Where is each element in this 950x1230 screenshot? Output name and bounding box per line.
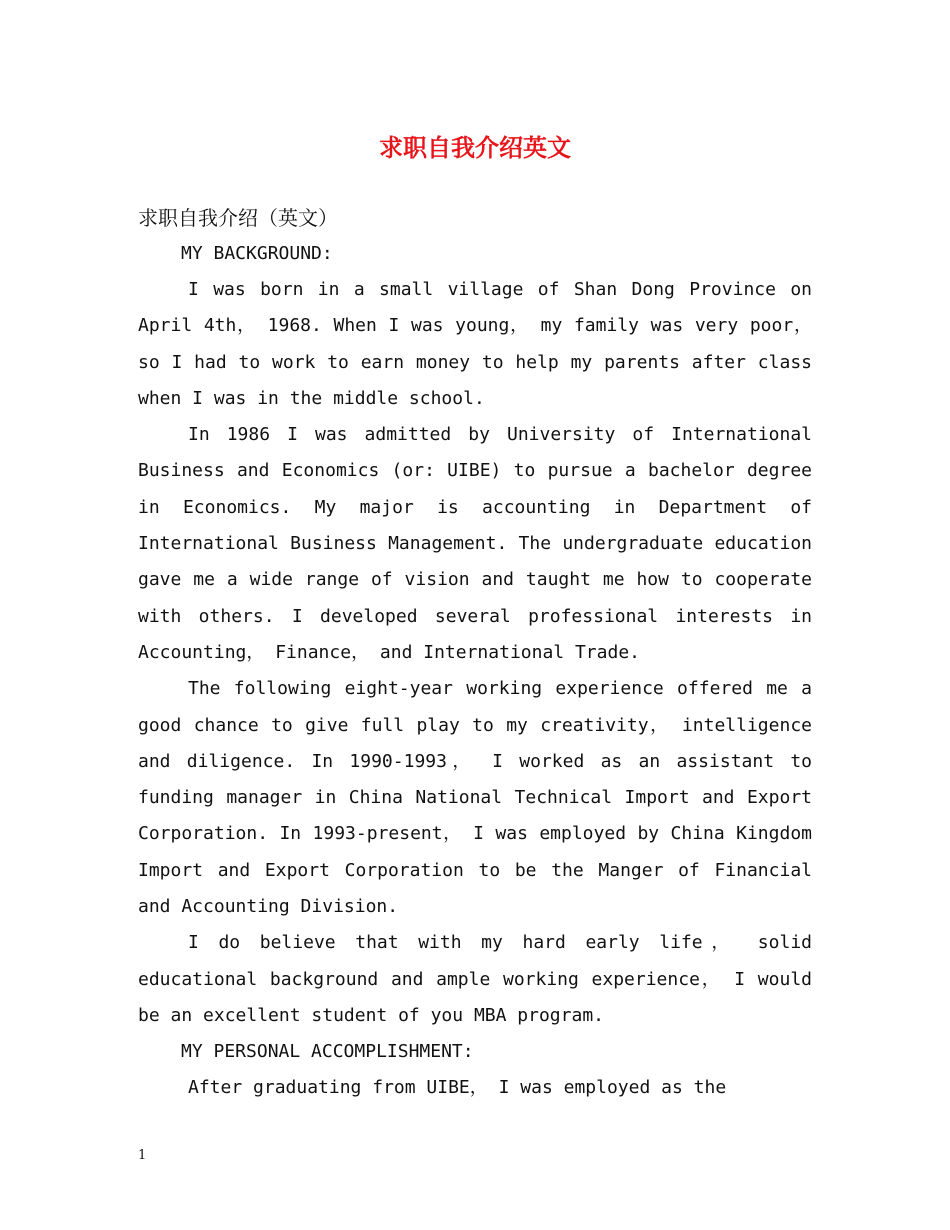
document-body bbox=[138, 200, 812, 1107]
accomplishment-heading: MY PERSONAL ACCOMPLISHMENT: bbox=[181, 1041, 474, 1063]
paragraph-accomplishment: After graduating from UIBE， I was employed as the bbox=[188, 1077, 727, 1099]
paragraph-work-experience: The following eight-year working experience offered me a good chance to give full play to my creativity， intelligence and diligence. In 1990-1993， I worked as an assistant to funding manager in China National Technical Import and Export Corporation. In 1993-present， I was employed by China Kingdom Import and Export Corporation to be the Manger of Financial and Accounting Division. bbox=[138, 678, 812, 918]
paragraph-belief: I do believe that with my hard early life， solid educational background and ample working experience， I would be an excellent student of you MBA program. bbox=[138, 932, 812, 1026]
page-title: 求职自我介绍英文 bbox=[379, 133, 571, 162]
page-number: 1 bbox=[138, 1148, 147, 1163]
paragraph-education: In 1986 I was admitted by University of International Business and Economics (or: UIBE) to pursue a bachelor degree in Economics. My major is accounting in Department of International Business Management. The undergraduate education gave me a wide range of vision and taught me how to cooperate with others. I developed several professional interests in Accounting， Finance， and International Trade. bbox=[138, 424, 812, 663]
background-heading: MY BACKGROUND: bbox=[181, 243, 333, 264]
document-subtitle: 求职自我介绍（英文） bbox=[138, 206, 338, 230]
paragraph-birth: I was born in a small village of Shan Dong Province on April 4th， 1968. When I was young， my family was very poor， so I had to work to earn money to help my parents after class when I was in the middle school. bbox=[138, 279, 812, 409]
